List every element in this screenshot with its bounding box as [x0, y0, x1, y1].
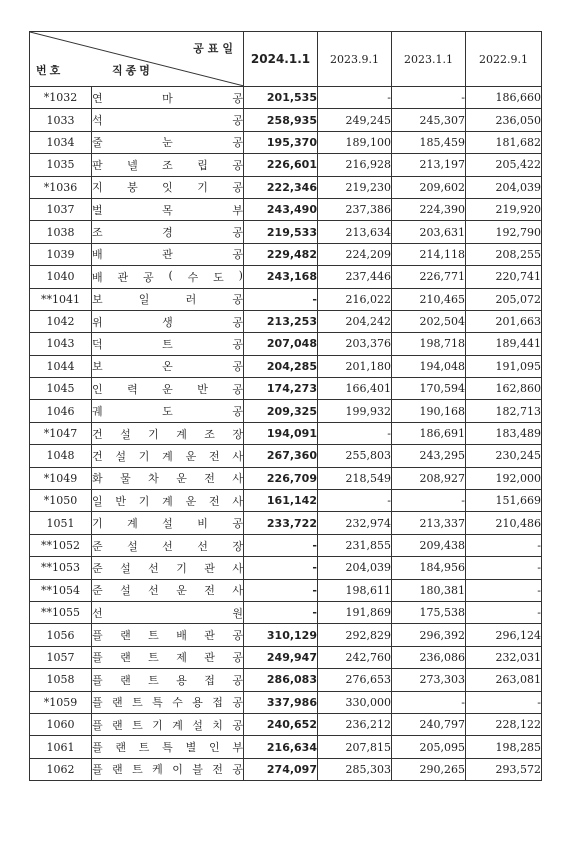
wage-value-4: 182,713 [466, 400, 542, 422]
wage-value-4: 232,031 [466, 646, 542, 668]
wage-value-2: 219,230 [318, 176, 392, 198]
wage-value-2: 207,815 [318, 736, 392, 758]
wage-value-4: 151,669 [466, 490, 542, 512]
wage-value-4: 208,255 [466, 243, 542, 265]
job-name [92, 713, 244, 735]
job-name-text: 벌 목 부 [92, 203, 243, 217]
table-row [30, 378, 542, 400]
wage-value-1: 222,346 [244, 176, 318, 198]
wage-value-4: 230,245 [466, 445, 542, 467]
wage-value-1: 207,048 [244, 333, 318, 355]
wage-value-3: 208,927 [392, 467, 466, 489]
job-code: 1035 [30, 154, 92, 176]
job-code: 1051 [30, 512, 92, 534]
wage-value-3: 226,771 [392, 266, 466, 288]
wage-value-2: 224,209 [318, 243, 392, 265]
job-name [92, 131, 244, 153]
job-name-text: 건 설 기 계 운 전 사 [92, 449, 243, 463]
job-name [92, 400, 244, 422]
job-code: *1032 [30, 87, 92, 109]
job-name-text: 인 력 운 반 공 [92, 382, 243, 396]
job-code: 1044 [30, 355, 92, 377]
job-code: *1050 [30, 490, 92, 512]
job-name-text: 화 물 차 운 전 사 [92, 472, 243, 486]
header-date-4: 2022.9.1 [466, 32, 542, 87]
wage-table [29, 31, 542, 781]
wage-value-1: - [244, 534, 318, 556]
job-name-text: 줄 눈 공 [92, 136, 243, 150]
wage-value-1: 201,535 [244, 87, 318, 109]
wage-value-4: 210,486 [466, 512, 542, 534]
job-name-text: 준 설 선 운 전 사 [92, 584, 243, 598]
wage-value-2: 201,180 [318, 355, 392, 377]
job-name [92, 490, 244, 512]
wage-value-4: 192,000 [466, 467, 542, 489]
wage-value-3: 186,691 [392, 422, 466, 444]
wage-value-3: 236,086 [392, 646, 466, 668]
wage-value-2: 237,446 [318, 266, 392, 288]
wage-value-1: 233,722 [244, 512, 318, 534]
job-name [92, 378, 244, 400]
job-name [92, 176, 244, 198]
wage-value-1: 274,097 [244, 758, 318, 780]
wage-value-4: - [466, 691, 542, 713]
wage-value-2: 216,928 [318, 154, 392, 176]
job-name-text: 보 온 공 [92, 360, 243, 374]
job-name [92, 333, 244, 355]
job-name [92, 534, 244, 556]
wage-value-1: 226,601 [244, 154, 318, 176]
job-name [92, 624, 244, 646]
wage-value-4: 189,441 [466, 333, 542, 355]
wage-value-2: 199,932 [318, 400, 392, 422]
job-name-text: 궤 도 공 [92, 405, 243, 419]
table-row [30, 445, 542, 467]
job-name [92, 512, 244, 534]
header-label-job: 직종명 [112, 64, 153, 77]
wage-value-1: 229,482 [244, 243, 318, 265]
job-code: **1053 [30, 557, 92, 579]
header-date-1: 2024.1.1 [244, 32, 318, 87]
job-name-text: 플 랜 트 배 관 공 [92, 629, 243, 643]
wage-value-2: 276,653 [318, 669, 392, 691]
job-code: **1055 [30, 601, 92, 623]
wage-value-3: 202,504 [392, 310, 466, 332]
wage-value-4: 162,860 [466, 378, 542, 400]
table-row [30, 490, 542, 512]
job-code: 1062 [30, 758, 92, 780]
job-name-text: 준 설 선 기 관 사 [92, 561, 243, 575]
job-name-text: 일 반 기 계 운 전 사 [92, 494, 243, 508]
table-row [30, 758, 542, 780]
wage-value-1: 286,083 [244, 669, 318, 691]
job-code: **1052 [30, 534, 92, 556]
wage-value-3: 185,459 [392, 131, 466, 153]
wage-value-3: 209,602 [392, 176, 466, 198]
job-name-text: 건 설 기 계 조 장 [92, 427, 243, 441]
wage-value-2: 232,974 [318, 512, 392, 534]
wage-value-3: 180,381 [392, 579, 466, 601]
wage-value-1: 216,634 [244, 736, 318, 758]
wage-value-3: 184,956 [392, 557, 466, 579]
job-name-text: 조 경 공 [92, 226, 243, 240]
job-name-text: 플 랜 트 용 접 공 [92, 673, 243, 687]
wage-value-2: 189,100 [318, 131, 392, 153]
job-name-text: 플 랜 트 특 수 용 접 공 [92, 696, 243, 710]
job-name-text: 플 랜 트 특 별 인 부 [92, 741, 243, 755]
job-name-text: 플 랜 트 기 계 설 치 공 [92, 718, 243, 732]
wage-value-4: 220,741 [466, 266, 542, 288]
table-row [30, 310, 542, 332]
wage-value-1: 194,091 [244, 422, 318, 444]
wage-value-2: 218,549 [318, 467, 392, 489]
wage-value-2: 237,386 [318, 198, 392, 220]
job-name-text: 연 마 공 [92, 91, 243, 105]
wage-value-3: 224,390 [392, 198, 466, 220]
job-name [92, 310, 244, 332]
table-row [30, 400, 542, 422]
wage-value-1: 213,253 [244, 310, 318, 332]
job-code: 1046 [30, 400, 92, 422]
wage-value-2: - [318, 87, 392, 109]
header-label-number: 번호 [36, 64, 64, 77]
table-row [30, 646, 542, 668]
wage-value-1: - [244, 557, 318, 579]
wage-value-1: 337,986 [244, 691, 318, 713]
table-row [30, 422, 542, 444]
wage-value-4: 191,095 [466, 355, 542, 377]
wage-value-4: - [466, 579, 542, 601]
table-row [30, 109, 542, 131]
job-name [92, 646, 244, 668]
wage-value-1: 174,273 [244, 378, 318, 400]
wage-value-3: 203,631 [392, 221, 466, 243]
wage-value-2: 191,869 [318, 601, 392, 623]
job-code: 1033 [30, 109, 92, 131]
wage-value-1: - [244, 288, 318, 310]
table-row [30, 601, 542, 623]
job-name [92, 221, 244, 243]
wage-value-3: 170,594 [392, 378, 466, 400]
job-code: *1047 [30, 422, 92, 444]
job-name-text: 지 붕 잇 기 공 [92, 181, 243, 195]
wage-value-4: 186,660 [466, 87, 542, 109]
job-name-text: 배 관 공 [92, 248, 243, 262]
wage-value-1: 243,168 [244, 266, 318, 288]
wage-value-3: 213,197 [392, 154, 466, 176]
table-row [30, 557, 542, 579]
header-label-date: 공표일 [193, 42, 237, 55]
wage-value-4: 205,422 [466, 154, 542, 176]
wage-value-3: - [392, 87, 466, 109]
table-row [30, 713, 542, 735]
job-name-text: 배 관 공 ( 수 도 ) [92, 268, 243, 284]
wage-value-1: 310,129 [244, 624, 318, 646]
wage-value-2: 204,242 [318, 310, 392, 332]
wage-value-3: - [392, 691, 466, 713]
wage-value-3: 214,118 [392, 243, 466, 265]
wage-value-1: 226,709 [244, 467, 318, 489]
table-row [30, 624, 542, 646]
table-row [30, 243, 542, 265]
job-code: 1038 [30, 221, 92, 243]
wage-value-1: 240,652 [244, 713, 318, 735]
wage-value-4: 201,663 [466, 310, 542, 332]
wage-value-3: 210,465 [392, 288, 466, 310]
table-row [30, 288, 542, 310]
job-name [92, 691, 244, 713]
wage-value-3: 190,168 [392, 400, 466, 422]
job-name [92, 758, 244, 780]
wage-value-4: - [466, 534, 542, 556]
job-name-text: 판 넬 조 립 공 [92, 158, 243, 172]
table-row [30, 691, 542, 713]
wage-value-1: 209,325 [244, 400, 318, 422]
wage-value-4: 204,039 [466, 176, 542, 198]
wage-value-1: - [244, 579, 318, 601]
wage-value-3: 245,307 [392, 109, 466, 131]
wage-value-3: 296,392 [392, 624, 466, 646]
wage-value-4: 192,790 [466, 221, 542, 243]
wage-value-4: 296,124 [466, 624, 542, 646]
wage-value-2: 166,401 [318, 378, 392, 400]
table-row [30, 736, 542, 758]
wage-value-4: 293,572 [466, 758, 542, 780]
wage-value-3: 209,438 [392, 534, 466, 556]
table-row [30, 534, 542, 556]
wage-value-2: 292,829 [318, 624, 392, 646]
wage-value-2: 198,611 [318, 579, 392, 601]
job-code: 1061 [30, 736, 92, 758]
table-row [30, 221, 542, 243]
wage-value-3: 194,048 [392, 355, 466, 377]
table-row [30, 87, 542, 109]
wage-value-2: 285,303 [318, 758, 392, 780]
header-row [30, 32, 542, 87]
wage-value-2: 242,760 [318, 646, 392, 668]
job-name-text: 위 생 공 [92, 315, 243, 329]
job-name-text: 기 계 설 비 공 [92, 517, 243, 531]
wage-value-1: 195,370 [244, 131, 318, 153]
job-name-text: 플 랜 트 제 관 공 [92, 651, 243, 665]
job-name [92, 355, 244, 377]
job-name [92, 579, 244, 601]
wage-value-2: 216,022 [318, 288, 392, 310]
job-name [92, 154, 244, 176]
job-name [92, 669, 244, 691]
job-name [92, 445, 244, 467]
job-code: 1037 [30, 198, 92, 220]
table-row [30, 579, 542, 601]
wage-value-3: 273,303 [392, 669, 466, 691]
wage-value-3: - [392, 490, 466, 512]
table-row [30, 467, 542, 489]
job-code: **1041 [30, 288, 92, 310]
wage-value-1: 258,935 [244, 109, 318, 131]
wage-value-1: 243,490 [244, 198, 318, 220]
wage-value-2: 231,855 [318, 534, 392, 556]
wage-value-1: 219,533 [244, 221, 318, 243]
job-name [92, 198, 244, 220]
job-code: 1060 [30, 713, 92, 735]
job-name [92, 601, 244, 623]
wage-value-4: 181,682 [466, 131, 542, 153]
job-name-text: 보 일 러 공 [92, 293, 243, 307]
job-name-text: 선 원 [92, 606, 243, 620]
wage-value-1: 267,360 [244, 445, 318, 467]
job-name [92, 557, 244, 579]
wage-value-2: 213,634 [318, 221, 392, 243]
wage-value-4: - [466, 601, 542, 623]
job-name-text: 덕 트 공 [92, 337, 243, 351]
wage-value-4: 219,920 [466, 198, 542, 220]
job-code: 1058 [30, 669, 92, 691]
diagonal-header-cell [30, 32, 244, 87]
job-name-text: 플 랜 트 케 이 블 전 공 [92, 763, 243, 777]
job-code: *1036 [30, 176, 92, 198]
table-row [30, 176, 542, 198]
job-code: 1048 [30, 445, 92, 467]
job-code: 1040 [30, 266, 92, 288]
job-code: 1042 [30, 310, 92, 332]
wage-value-1: - [244, 601, 318, 623]
table-row [30, 333, 542, 355]
job-code: 1057 [30, 646, 92, 668]
table-row [30, 198, 542, 220]
table-row [30, 131, 542, 153]
wage-value-4: 236,050 [466, 109, 542, 131]
job-code: 1043 [30, 333, 92, 355]
wage-value-2: 203,376 [318, 333, 392, 355]
job-name [92, 266, 244, 288]
wage-value-3: 175,538 [392, 601, 466, 623]
wage-value-3: 213,337 [392, 512, 466, 534]
job-name [92, 243, 244, 265]
job-name [92, 288, 244, 310]
header-date-3: 2023.1.1 [392, 32, 466, 87]
table-row [30, 154, 542, 176]
wage-value-2: 204,039 [318, 557, 392, 579]
wage-value-2: 249,245 [318, 109, 392, 131]
job-name [92, 736, 244, 758]
wage-value-3: 240,797 [392, 713, 466, 735]
wage-value-1: 249,947 [244, 646, 318, 668]
job-name [92, 467, 244, 489]
table-row [30, 355, 542, 377]
job-name [92, 109, 244, 131]
wage-value-2: 330,000 [318, 691, 392, 713]
wage-value-4: 183,489 [466, 422, 542, 444]
header-date-2: 2023.9.1 [318, 32, 392, 87]
wage-value-2: - [318, 490, 392, 512]
wage-value-3: 290,265 [392, 758, 466, 780]
table-row [30, 266, 542, 288]
wage-value-4: 228,122 [466, 713, 542, 735]
job-code: *1049 [30, 467, 92, 489]
wage-value-2: 255,803 [318, 445, 392, 467]
wage-value-2: - [318, 422, 392, 444]
job-code: **1054 [30, 579, 92, 601]
job-name-text: 준 설 선 선 장 [92, 539, 243, 553]
table-row [30, 512, 542, 534]
job-code: 1045 [30, 378, 92, 400]
table-row [30, 669, 542, 691]
wage-value-3: 243,295 [392, 445, 466, 467]
wage-value-3: 205,095 [392, 736, 466, 758]
wage-value-2: 236,212 [318, 713, 392, 735]
job-code: 1039 [30, 243, 92, 265]
wage-value-3: 198,718 [392, 333, 466, 355]
wage-value-1: 204,285 [244, 355, 318, 377]
wage-value-4: 198,285 [466, 736, 542, 758]
job-name-text: 석 공 [92, 114, 243, 128]
wage-value-4: 263,081 [466, 669, 542, 691]
job-name [92, 87, 244, 109]
job-code: 1034 [30, 131, 92, 153]
job-name [92, 422, 244, 444]
job-code: *1059 [30, 691, 92, 713]
job-code: 1056 [30, 624, 92, 646]
wage-value-4: 205,072 [466, 288, 542, 310]
wage-value-1: 161,142 [244, 490, 318, 512]
wage-value-4: - [466, 557, 542, 579]
